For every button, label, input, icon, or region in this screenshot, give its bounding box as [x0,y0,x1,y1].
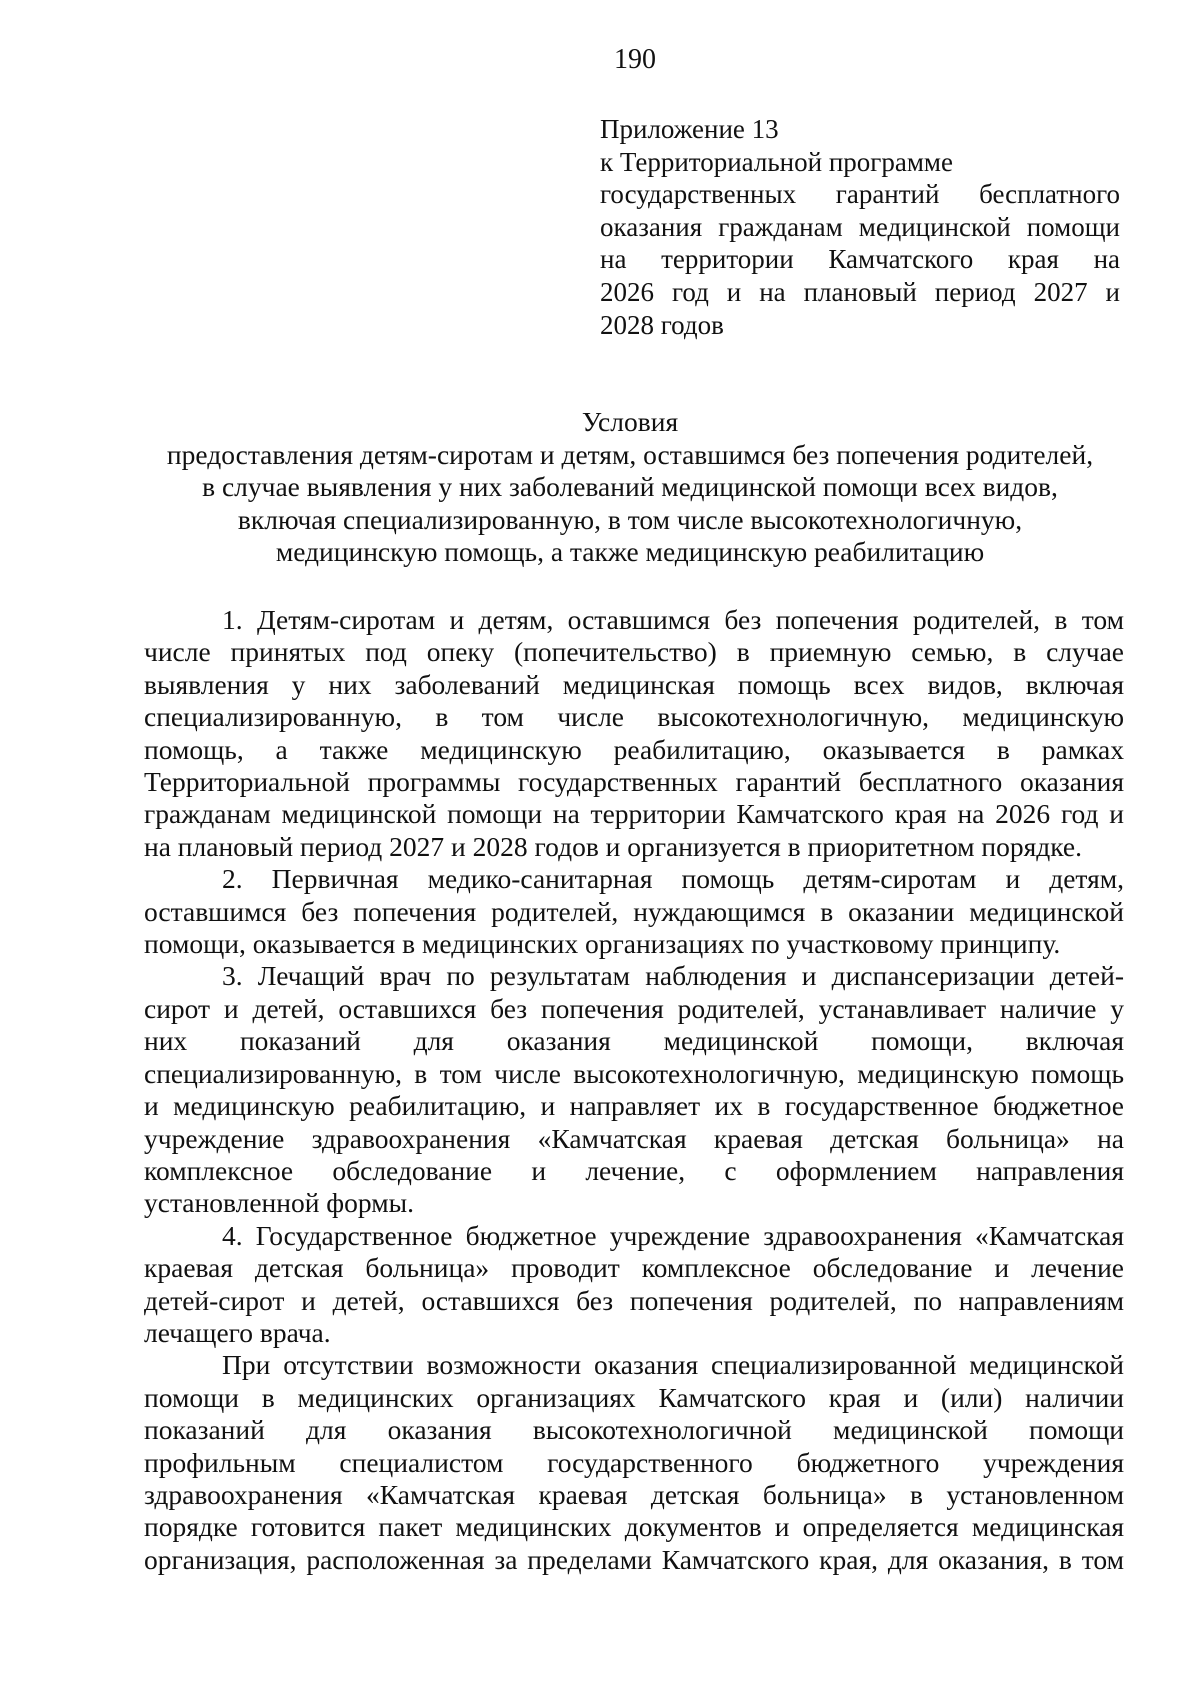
appendix-line: оказания гражданам медицинской помощи [600,211,1120,242]
heading-line: включая специализированную, в том числе высокотехнологичную, [237,503,1023,535]
text-line: профильным специалистом государственного бюджетного учреждения [144,1446,1124,1478]
appendix-line: 2026 год и на плановый период 2027 и [600,276,1120,307]
text-line: 1. Детям-сиротам и детям, оставшимся без попечения родителей, в том [222,604,1124,635]
text-line: детей-сирот и детей, оставшихся без попечения родителей, по направлениям [144,1284,1124,1316]
paragraph-4 [144,1220,1124,1350]
text-line: сирот и детей, оставшихся без попечения родителей, устанавливает наличие у [144,992,1124,1024]
paragraph-2 [144,863,1124,960]
text-line: При отсутствии возможности оказания специализированной медицинской [222,1349,1124,1381]
text-line: помощи, оказывается в медицинских организациях по участковому принципу. [144,928,1061,960]
text-line: здравоохранения «Камчатская краевая детская больница» в установленном [144,1478,1124,1510]
text-line: установленной формы. [144,1187,414,1219]
text-line: и медицинскую реабилитацию, и направляет их в государственное бюджетное [144,1090,1124,1122]
text-line: показаний для оказания высокотехнологичной медицинской помощи [144,1414,1124,1446]
text-line: порядке готовится пакет медицинских документов и определяется медицинская [144,1511,1124,1543]
text-line: комплексное обследование и лечение, с оформлением направления [144,1154,1124,1186]
text-line: на плановый период 2027 и 2028 годов и организуется в приоритетном порядке. [144,830,1082,862]
appendix-line: к Территориальной программе [600,146,953,177]
paragraph-5 [144,1349,1124,1576]
heading-title: Условия [581,406,679,437]
appendix-line: 2028 годов [600,309,724,340]
document-heading [140,406,1120,569]
heading-line: медицинскую помощь, а также медицинскую реабилитацию [275,536,985,567]
text-line: специализированную, в том числе высокотехнологичную, медицинскую помощь [144,1057,1124,1089]
appendix-line: Приложение 13 [600,114,779,144]
heading-line: предоставления детям-сиротам и детям, оставшимся без попечения родителей, [166,438,1094,470]
text-line: оставшимся без попечения родителей, нуждающимся в оказании медицинской [144,895,1124,927]
text-line: помощь, а также медицинскую реабилитацию, оказывается в рамках [144,733,1124,765]
appendix-note [600,113,1120,341]
text-line: организация, расположенная за пределами Камчатского края, для оказания, в том [144,1543,1124,1575]
paragraph-1 [144,604,1124,863]
text-line: выявления у них заболеваний медицинская помощь всех видов, включая [144,668,1124,700]
paragraph-3 [144,960,1124,1219]
text-line: них показаний для оказания медицинской помощи, включая [144,1025,1124,1057]
text-line: лечащего врача. [144,1316,331,1348]
page-number: 190 [614,44,656,75]
appendix-line: на территории Камчатского края на [600,244,1120,275]
text-line: учреждение здравоохранения «Камчатская краевая детская больница» на [144,1122,1124,1154]
text-line: 2. Первичная медико-санитарная помощь детям-сиротам и детям, [222,863,1124,895]
appendix-line: государственных гарантий бесплатного [600,179,1120,210]
text-line: Территориальной программы государственных гарантий бесплатного оказания [144,766,1124,798]
text-line: помощи в медицинских организациях Камчатского края и (или) наличии [144,1381,1124,1413]
document-body [144,604,1124,1576]
text-line: специализированную, в том числе высокотехнологичную, медицинскую [144,701,1124,733]
text-line: 4. Государственное бюджетное учреждение здравоохранения «Камчатская [222,1219,1124,1251]
text-line: краевая детская больница» проводит комплексное обследование и лечение [144,1252,1124,1284]
text-line: числе принятых под опеку (попечительство) в приемную семью, в случае [144,636,1124,668]
text-line: 3. Лечащий врач по результатам наблюдения и диспансеризации детей- [222,960,1124,992]
text-line: гражданам медицинской помощи на территории Камчатского края на 2026 год и [144,798,1124,830]
heading-line: в случае выявления у них заболеваний медицинской помощи всех видов, [202,471,1058,502]
